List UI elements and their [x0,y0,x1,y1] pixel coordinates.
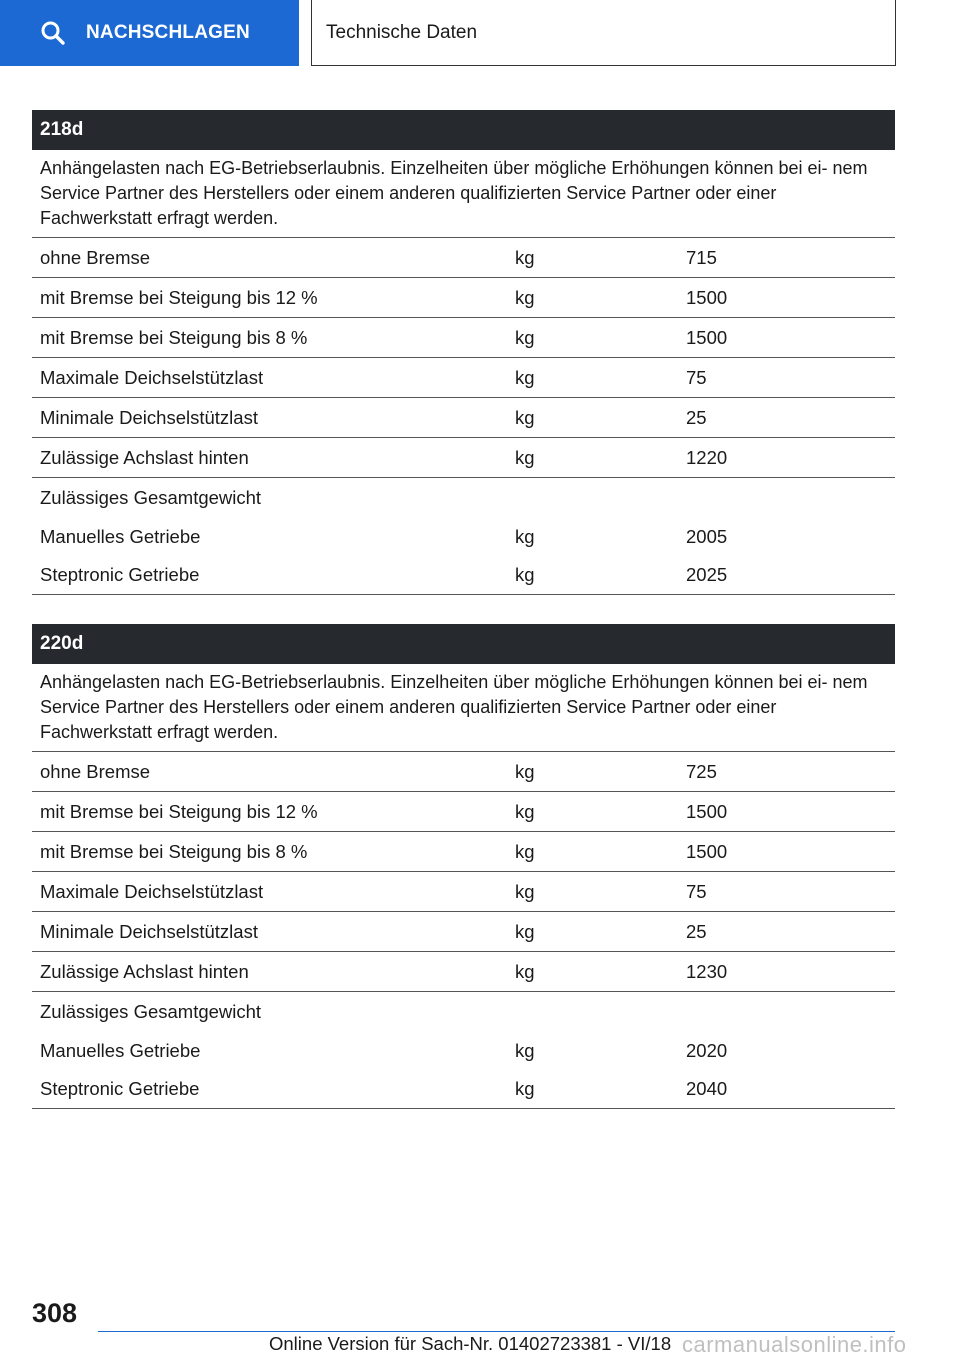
row-value: 25 [686,406,707,428]
row-value: 25 [686,920,707,942]
row-unit: kg [515,366,535,388]
table-row [32,751,895,791]
table-row [32,437,895,477]
page-number: 308 [32,1298,78,1328]
row-value: 75 [686,880,707,902]
row-unit: kg [515,1078,535,1099]
table-row [32,237,895,277]
row-value: 2025 [686,564,728,585]
row-unit: kg [515,286,535,308]
row-unit: kg [515,446,535,468]
row-label: mit Bremse bei Steigung bis 8 % [40,840,308,862]
row-value: 715 [686,246,717,268]
row-label: mit Bremse bei Steigung bis 12 % [40,286,318,308]
row-unit: kg [515,800,535,822]
table-row-total-heading [32,991,895,1031]
row-label: Steptronic Getriebe [40,1078,200,1099]
row-value: 1500 [686,286,728,308]
table-row [32,951,895,991]
table-title: 220d [32,624,895,664]
row-label: ohne Bremse [40,760,151,782]
spec-table-220d [32,624,895,1109]
watermark: carmanualsonline.info [682,1332,907,1357]
row-value: 725 [686,760,717,782]
row-unit: kg [515,564,535,585]
row-unit: kg [515,920,535,942]
section-title-tab[interactable] [311,0,896,66]
row-unit: kg [515,840,535,862]
nachschlagen-button[interactable] [0,0,299,66]
table-row-steptronic [32,556,895,595]
footer-version-text: Online Version für Sach-Nr. 01402723381 - VI/18 [269,1333,672,1354]
row-value: 2005 [686,525,728,547]
row-value: 75 [686,366,707,388]
row-unit: kg [515,1039,535,1061]
row-unit: kg [515,960,535,982]
row-label: Zulässiges Gesamtgewicht [40,1000,262,1022]
table-row [32,397,895,437]
table-intro: Anhängelasten nach EG-Betriebserlaubnis. Einzelheiten über mögliche Erhöhungen können bei ei- nem Service Partner des Herstellers oder einem anderen qualifizierten Service Partner oder einer Fachwerkstatt erfragt werden. [40,158,868,228]
row-label: mit Bremse bei Steigung bis 12 % [40,800,318,822]
row-value: 2040 [686,1078,728,1099]
row-value: 1500 [686,840,728,862]
row-label: Steptronic Getriebe [40,564,200,585]
table-row [32,831,895,871]
row-label: ohne Bremse [40,246,151,268]
row-unit: kg [515,525,535,547]
row-value: 1500 [686,326,728,348]
row-label: Manuelles Getriebe [40,525,201,547]
row-label: Zulässige Achslast hinten [40,446,249,468]
table-row-manual [32,517,895,556]
row-unit: kg [515,326,535,348]
table-row [32,357,895,397]
row-label: Maximale Deichselstützlast [40,366,264,388]
row-value: 1220 [686,446,728,468]
row-label: Minimale Deichselstützlast [40,920,258,942]
row-label: mit Bremse bei Steigung bis 8 % [40,326,308,348]
table-row [32,317,895,357]
table-row-steptronic [32,1070,895,1109]
table-row [32,277,895,317]
table-row-manual [32,1031,895,1070]
table-row [32,871,895,911]
table-title: 218d [32,110,895,150]
row-unit: kg [515,246,535,268]
row-unit: kg [515,760,535,782]
row-label: Zulässiges Gesamtgewicht [40,486,262,508]
table-row [32,911,895,951]
row-label: Maximale Deichselstützlast [40,880,264,902]
nachschlagen-label: NACHSCHLAGEN [86,22,250,43]
row-value: 1500 [686,800,728,822]
row-unit: kg [515,406,535,428]
table-row-total-heading [32,477,895,517]
spec-table-218d [32,110,895,595]
row-value: 1230 [686,960,728,982]
row-label: Manuelles Getriebe [40,1039,201,1061]
row-label: Zulässige Achslast hinten [40,960,249,982]
row-value: 2020 [686,1039,728,1061]
row-label: Minimale Deichselstützlast [40,406,258,428]
table-row [32,791,895,831]
section-title: Technische Daten [326,21,478,43]
search-icon [40,20,66,46]
row-unit: kg [515,880,535,902]
table-intro: Anhängelasten nach EG-Betriebserlaubnis. Einzelheiten über mögliche Erhöhungen können bei ei- nem Service Partner des Herstellers oder einem anderen qualifizierten Service Partner oder einer Fachwerkstatt erfragt werden. [40,672,868,742]
